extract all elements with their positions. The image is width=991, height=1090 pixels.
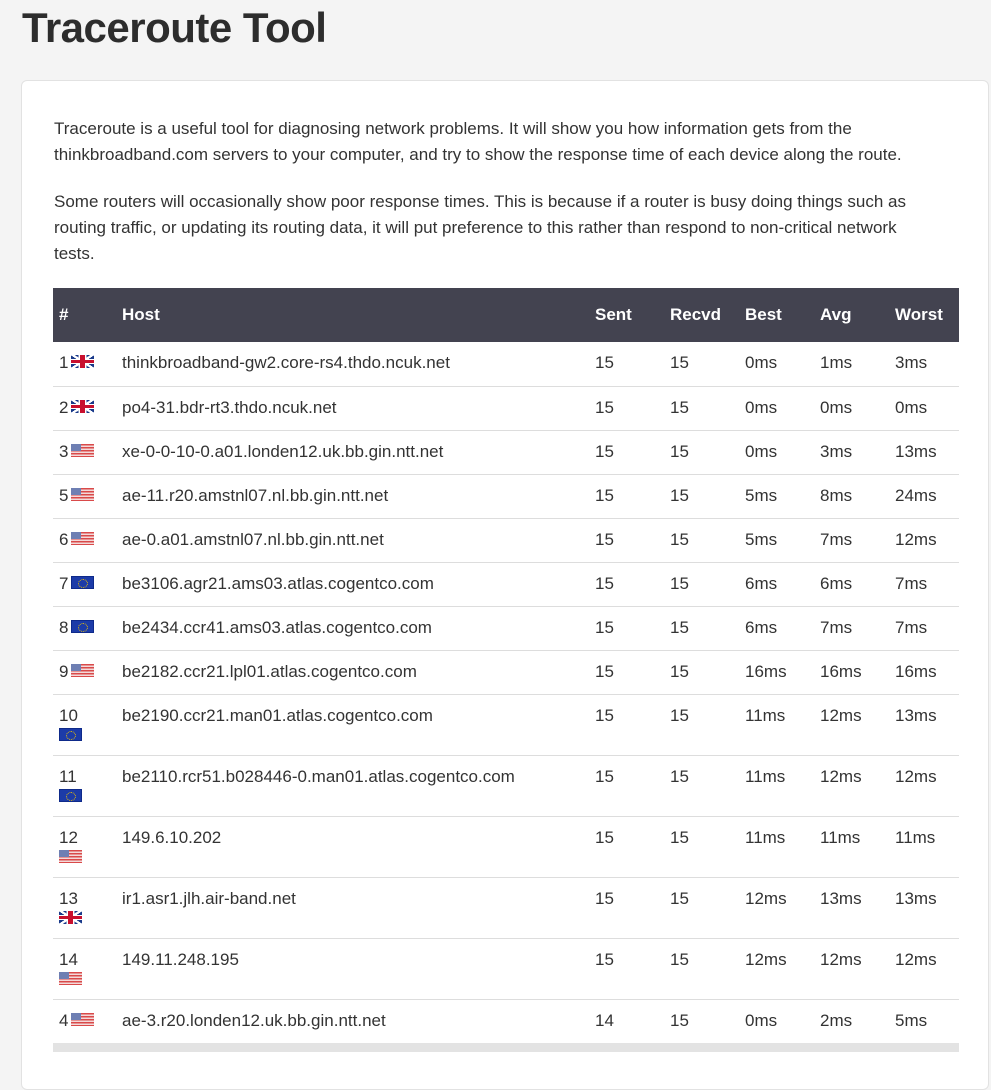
- header-recvd: Recvd: [664, 288, 739, 342]
- gb-flag-icon: [59, 911, 82, 924]
- best-cell: 6ms: [739, 606, 814, 650]
- best-cell: 6ms: [739, 562, 814, 606]
- gb-flag-icon: [71, 355, 94, 368]
- avg-cell: 12ms: [814, 694, 889, 755]
- us-flag-icon: [71, 532, 94, 545]
- gb-flag-icon: [71, 400, 94, 413]
- table-row: [53, 650, 959, 694]
- hop-number-cell: [53, 938, 116, 999]
- host-cell: be2190.ccr21.man01.atlas.cogentco.com: [116, 694, 589, 755]
- us-flag-icon: [71, 1013, 94, 1026]
- hop-number-cell: [53, 430, 116, 474]
- host-cell: ae-3.r20.londen12.uk.bb.gin.ntt.net: [116, 999, 589, 1043]
- best-cell: 0ms: [739, 430, 814, 474]
- hop-number: 14: [59, 949, 78, 969]
- hop-number-cell: [53, 386, 116, 430]
- avg-cell: 3ms: [814, 430, 889, 474]
- worst-cell: 13ms: [889, 430, 959, 474]
- hop-number: 7: [59, 573, 69, 593]
- best-cell: 11ms: [739, 816, 814, 877]
- worst-cell: 7ms: [889, 606, 959, 650]
- hop-number-cell: [53, 650, 116, 694]
- table-row: [53, 938, 959, 999]
- table-row: [53, 342, 959, 386]
- best-cell: 5ms: [739, 518, 814, 562]
- avg-cell: 13ms: [814, 877, 889, 938]
- hop-number-cell: [53, 694, 116, 755]
- best-cell: 5ms: [739, 474, 814, 518]
- sent-cell: 15: [589, 386, 664, 430]
- table-row: [53, 386, 959, 430]
- us-flag-icon: [71, 444, 94, 457]
- content-card: [21, 80, 989, 1090]
- avg-cell: 7ms: [814, 518, 889, 562]
- host-cell: be2434.ccr41.ams03.atlas.cogentco.com: [116, 606, 589, 650]
- header-avg: Avg: [814, 288, 889, 342]
- hop-number: 12: [59, 827, 78, 847]
- worst-cell: 16ms: [889, 650, 959, 694]
- sent-cell: 15: [589, 816, 664, 877]
- worst-cell: 3ms: [889, 342, 959, 386]
- avg-cell: 6ms: [814, 562, 889, 606]
- table-row: [53, 694, 959, 755]
- hop-number-cell: [53, 877, 116, 938]
- recvd-cell: 15: [664, 386, 739, 430]
- hop-number-cell: [53, 816, 116, 877]
- best-cell: 0ms: [739, 342, 814, 386]
- hop-number: 13: [59, 888, 78, 908]
- recvd-cell: 15: [664, 816, 739, 877]
- table-row: [53, 606, 959, 650]
- sent-cell: 15: [589, 938, 664, 999]
- worst-cell: 13ms: [889, 877, 959, 938]
- traceroute-table: [53, 288, 959, 1044]
- avg-cell: 16ms: [814, 650, 889, 694]
- best-cell: 11ms: [739, 694, 814, 755]
- host-cell: be3106.agr21.ams03.atlas.cogentco.com: [116, 562, 589, 606]
- hop-number: 3: [59, 441, 69, 461]
- sent-cell: 15: [589, 606, 664, 650]
- avg-cell: 12ms: [814, 938, 889, 999]
- hop-number: 11: [59, 766, 77, 786]
- recvd-cell: 15: [664, 755, 739, 816]
- host-cell: ae-11.r20.amstnl07.nl.bb.gin.ntt.net: [116, 474, 589, 518]
- recvd-cell: 15: [664, 938, 739, 999]
- worst-cell: 7ms: [889, 562, 959, 606]
- table-row: [53, 430, 959, 474]
- us-flag-icon: [59, 850, 82, 863]
- recvd-cell: 15: [664, 650, 739, 694]
- host-cell: po4-31.bdr-rt3.thdo.ncuk.net: [116, 386, 589, 430]
- recvd-cell: 15: [664, 562, 739, 606]
- table-header-row: [53, 288, 959, 342]
- worst-cell: 11ms: [889, 816, 959, 877]
- hop-number: 8: [59, 617, 69, 637]
- hop-number: 10: [59, 705, 78, 725]
- sent-cell: 15: [589, 474, 664, 518]
- sent-cell: 15: [589, 650, 664, 694]
- best-cell: 0ms: [739, 386, 814, 430]
- hop-number-cell: [53, 999, 116, 1043]
- table-row: [53, 755, 959, 816]
- recvd-cell: 15: [664, 342, 739, 386]
- header-num: #: [53, 288, 116, 342]
- table-row: [53, 999, 959, 1043]
- recvd-cell: 15: [664, 694, 739, 755]
- table-row: [53, 518, 959, 562]
- horizontal-scrollbar[interactable]: [53, 1043, 959, 1052]
- sent-cell: 15: [589, 877, 664, 938]
- intro-paragraph-1: Traceroute is a useful tool for diagnosing network problems. It will show you how information gets from the thinkbroadband.com servers to your computer, and try to show the response time of each device along the route.: [54, 119, 902, 164]
- host-cell: thinkbroadband-gw2.core-rs4.thdo.ncuk.net: [116, 342, 589, 386]
- page-title: Traceroute Tool: [22, 4, 327, 51]
- host-cell: 149.6.10.202: [116, 816, 589, 877]
- host-cell: ir1.asr1.jlh.air-band.net: [116, 877, 589, 938]
- header-host: Host: [116, 288, 589, 342]
- worst-cell: 0ms: [889, 386, 959, 430]
- recvd-cell: 15: [664, 999, 739, 1043]
- hop-number-cell: [53, 562, 116, 606]
- hop-number: 9: [59, 661, 69, 681]
- eu-flag-icon: [59, 728, 82, 741]
- us-flag-icon: [59, 972, 82, 985]
- table-row: [53, 562, 959, 606]
- hop-number: 5: [59, 485, 69, 505]
- best-cell: 16ms: [739, 650, 814, 694]
- eu-flag-icon: [59, 789, 82, 802]
- table-row: [53, 474, 959, 518]
- hop-number: 6: [59, 529, 69, 549]
- eu-flag-icon: [71, 620, 94, 633]
- worst-cell: 13ms: [889, 694, 959, 755]
- recvd-cell: 15: [664, 518, 739, 562]
- best-cell: 12ms: [739, 877, 814, 938]
- eu-flag-icon: [71, 576, 94, 589]
- sent-cell: 15: [589, 430, 664, 474]
- worst-cell: 5ms: [889, 999, 959, 1043]
- header-best: Best: [739, 288, 814, 342]
- hop-number-cell: [53, 755, 116, 816]
- sent-cell: 15: [589, 342, 664, 386]
- hop-number: 1: [59, 353, 69, 372]
- header-sent: Sent: [589, 288, 664, 342]
- sent-cell: 15: [589, 694, 664, 755]
- worst-cell: 12ms: [889, 518, 959, 562]
- host-cell: xe-0-0-10-0.a01.londen12.uk.bb.gin.ntt.net: [116, 430, 589, 474]
- avg-cell: 8ms: [814, 474, 889, 518]
- sent-cell: 15: [589, 518, 664, 562]
- host-cell: be2110.rcr51.b028446-0.man01.atlas.cogentco.com: [116, 755, 589, 816]
- hop-number: 2: [59, 397, 69, 417]
- sent-cell: 15: [589, 755, 664, 816]
- avg-cell: 11ms: [814, 816, 889, 877]
- avg-cell: 1ms: [814, 342, 889, 386]
- host-cell: be2182.ccr21.lpl01.atlas.cogentco.com: [116, 650, 589, 694]
- avg-cell: 2ms: [814, 999, 889, 1043]
- header-worst: Worst: [889, 288, 959, 342]
- worst-cell: 12ms: [889, 938, 959, 999]
- recvd-cell: 15: [664, 474, 739, 518]
- host-cell: ae-0.a01.amstnl07.nl.bb.gin.ntt.net: [116, 518, 589, 562]
- sent-cell: 15: [589, 562, 664, 606]
- avg-cell: 0ms: [814, 386, 889, 430]
- us-flag-icon: [71, 488, 94, 501]
- avg-cell: 7ms: [814, 606, 889, 650]
- worst-cell: 12ms: [889, 755, 959, 816]
- hop-number-cell: [53, 518, 116, 562]
- hop-number-cell: [53, 606, 116, 650]
- sent-cell: 14: [589, 999, 664, 1043]
- hop-number: 4: [59, 1010, 69, 1030]
- best-cell: 0ms: [739, 999, 814, 1043]
- best-cell: 12ms: [739, 938, 814, 999]
- recvd-cell: 15: [664, 877, 739, 938]
- us-flag-icon: [71, 664, 94, 677]
- hop-number-cell: [53, 342, 116, 386]
- hop-number-cell: [53, 474, 116, 518]
- avg-cell: 12ms: [814, 755, 889, 816]
- best-cell: 11ms: [739, 755, 814, 816]
- recvd-cell: 15: [664, 430, 739, 474]
- table-row: [53, 816, 959, 877]
- worst-cell: 24ms: [889, 474, 959, 518]
- recvd-cell: 15: [664, 606, 739, 650]
- host-cell: 149.11.248.195: [116, 938, 589, 999]
- intro-paragraph-2: Some routers will occasionally show poor response times. This is because if a router is busy doing things such as routing traffic, or updating its routing data, it will put preference to this rather than respond to non-critical network tests.: [54, 192, 906, 263]
- table-row: [53, 877, 959, 938]
